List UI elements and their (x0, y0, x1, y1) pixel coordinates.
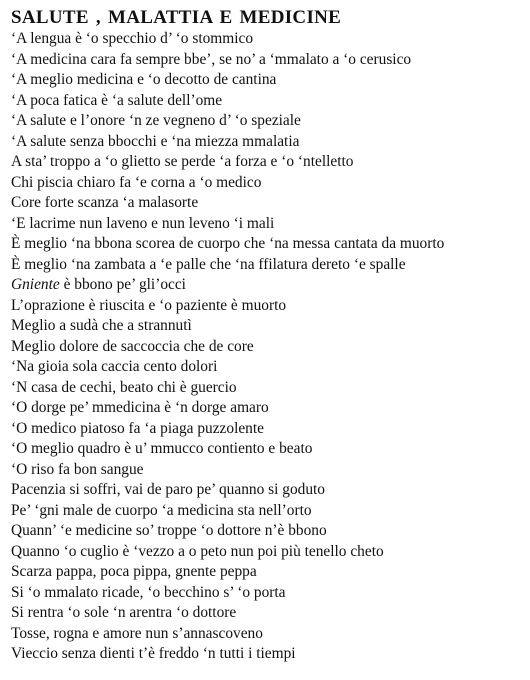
proverb-line: Core forte scanza ‘a malasorte (11, 194, 199, 211)
proverb-line: Meglio dolore de saccoccia che de core (11, 337, 254, 355)
proverb-line: Vieccio senza dienti t’è freddo ‘n tutti i tiempi (11, 645, 296, 662)
proverb-line-rest: è bbono pe’ gli’occi (59, 276, 186, 293)
page-title: SALUTE , MALATTIA E MEDICINE (11, 7, 342, 28)
proverb-line: ‘O meglio quadro è u’ mmucco contiento e beato (11, 440, 313, 457)
proverb-line: ‘A meglio medicina e ‘o decotto de cantina (11, 71, 277, 88)
proverb-line: ‘O riso fa bon sangue (11, 460, 144, 478)
proverb-line: Pacenzia si soffri, vai de paro pe’ quanno si goduto (11, 481, 325, 498)
proverb-line: Pe’ ‘gni male de cuorpo ‘a medicina sta nell’orto (11, 501, 312, 519)
proverb-line: ‘Na gioia sola caccia cento dolori (11, 358, 218, 375)
proverbs-page (11, 6, 526, 665)
proverb-line: L’oprazione è riuscita e ‘o paziente è muorto (11, 296, 287, 314)
proverb-line: A sta’ troppo a ‘o glietto se perde ‘a forza e ‘o ‘ntelletto (11, 153, 354, 170)
proverb-line: ‘O dorge pe’ mmedicina è ‘n dorge amaro (11, 399, 269, 416)
proverb-line: ‘A poca fatica è ‘a salute dell’ome (11, 91, 223, 109)
proverb-line: Meglio a sudà che a strannutì (11, 317, 192, 334)
proverb-line: Scarza pappa, poca pippa, gnente peppa (11, 563, 257, 580)
proverb-line: Tosse, rogna e amore nun s’annascoveno (11, 624, 263, 642)
proverb-line-mixed (11, 275, 526, 296)
proverb-line: Si rentra ‘o sole ‘n arentra ‘o dottore (11, 604, 237, 621)
proverb-line: È meglio ‘na zambata a ‘e palle che ‘na ffilatura dereto ‘e spalle (11, 255, 406, 273)
proverb-line: ‘A lengua è ‘o specchio d’ ‘o stommico (11, 30, 254, 47)
proverb-line: Quanno ‘o cuglio è ‘vezzo a o peto nun poi più tenello cheto (11, 542, 384, 560)
proverb-line: ‘A medicina cara fa sempre bbe’, se no’ a ‘mmalato a ‘o cerusico (11, 50, 412, 68)
proverb-line: ‘A salute senza bbocchi e ‘na miezza mmalatia (11, 132, 300, 150)
proverb-line: Quann’ ‘e medicine so’ troppe ‘o dottore n’è bbono (11, 522, 327, 539)
proverb-line: ‘N casa de cechi, beato chi è guercio (11, 378, 237, 396)
proverb-line: Si ‘o mmalato ricade, ‘o becchino s’ ‘o porta (11, 583, 286, 601)
proverb-line: È meglio ‘na bbona scorea de cuorpo che ‘na messa cantata da muorto (11, 235, 445, 252)
proverb-line: Chi piscia chiaro fa ‘e corna a ‘o medico (11, 173, 262, 191)
proverb-line: ‘O medico piatoso fa ‘a piaga puzzolente (11, 419, 264, 437)
proverb-line: ‘E lacrime nun laveno e nun leveno ‘i mali (11, 214, 275, 232)
italic-word: Gniente (11, 276, 60, 293)
proverb-line: ‘A salute e l’onore ‘n ze vegneno d’ ‘o speziale (11, 112, 301, 129)
